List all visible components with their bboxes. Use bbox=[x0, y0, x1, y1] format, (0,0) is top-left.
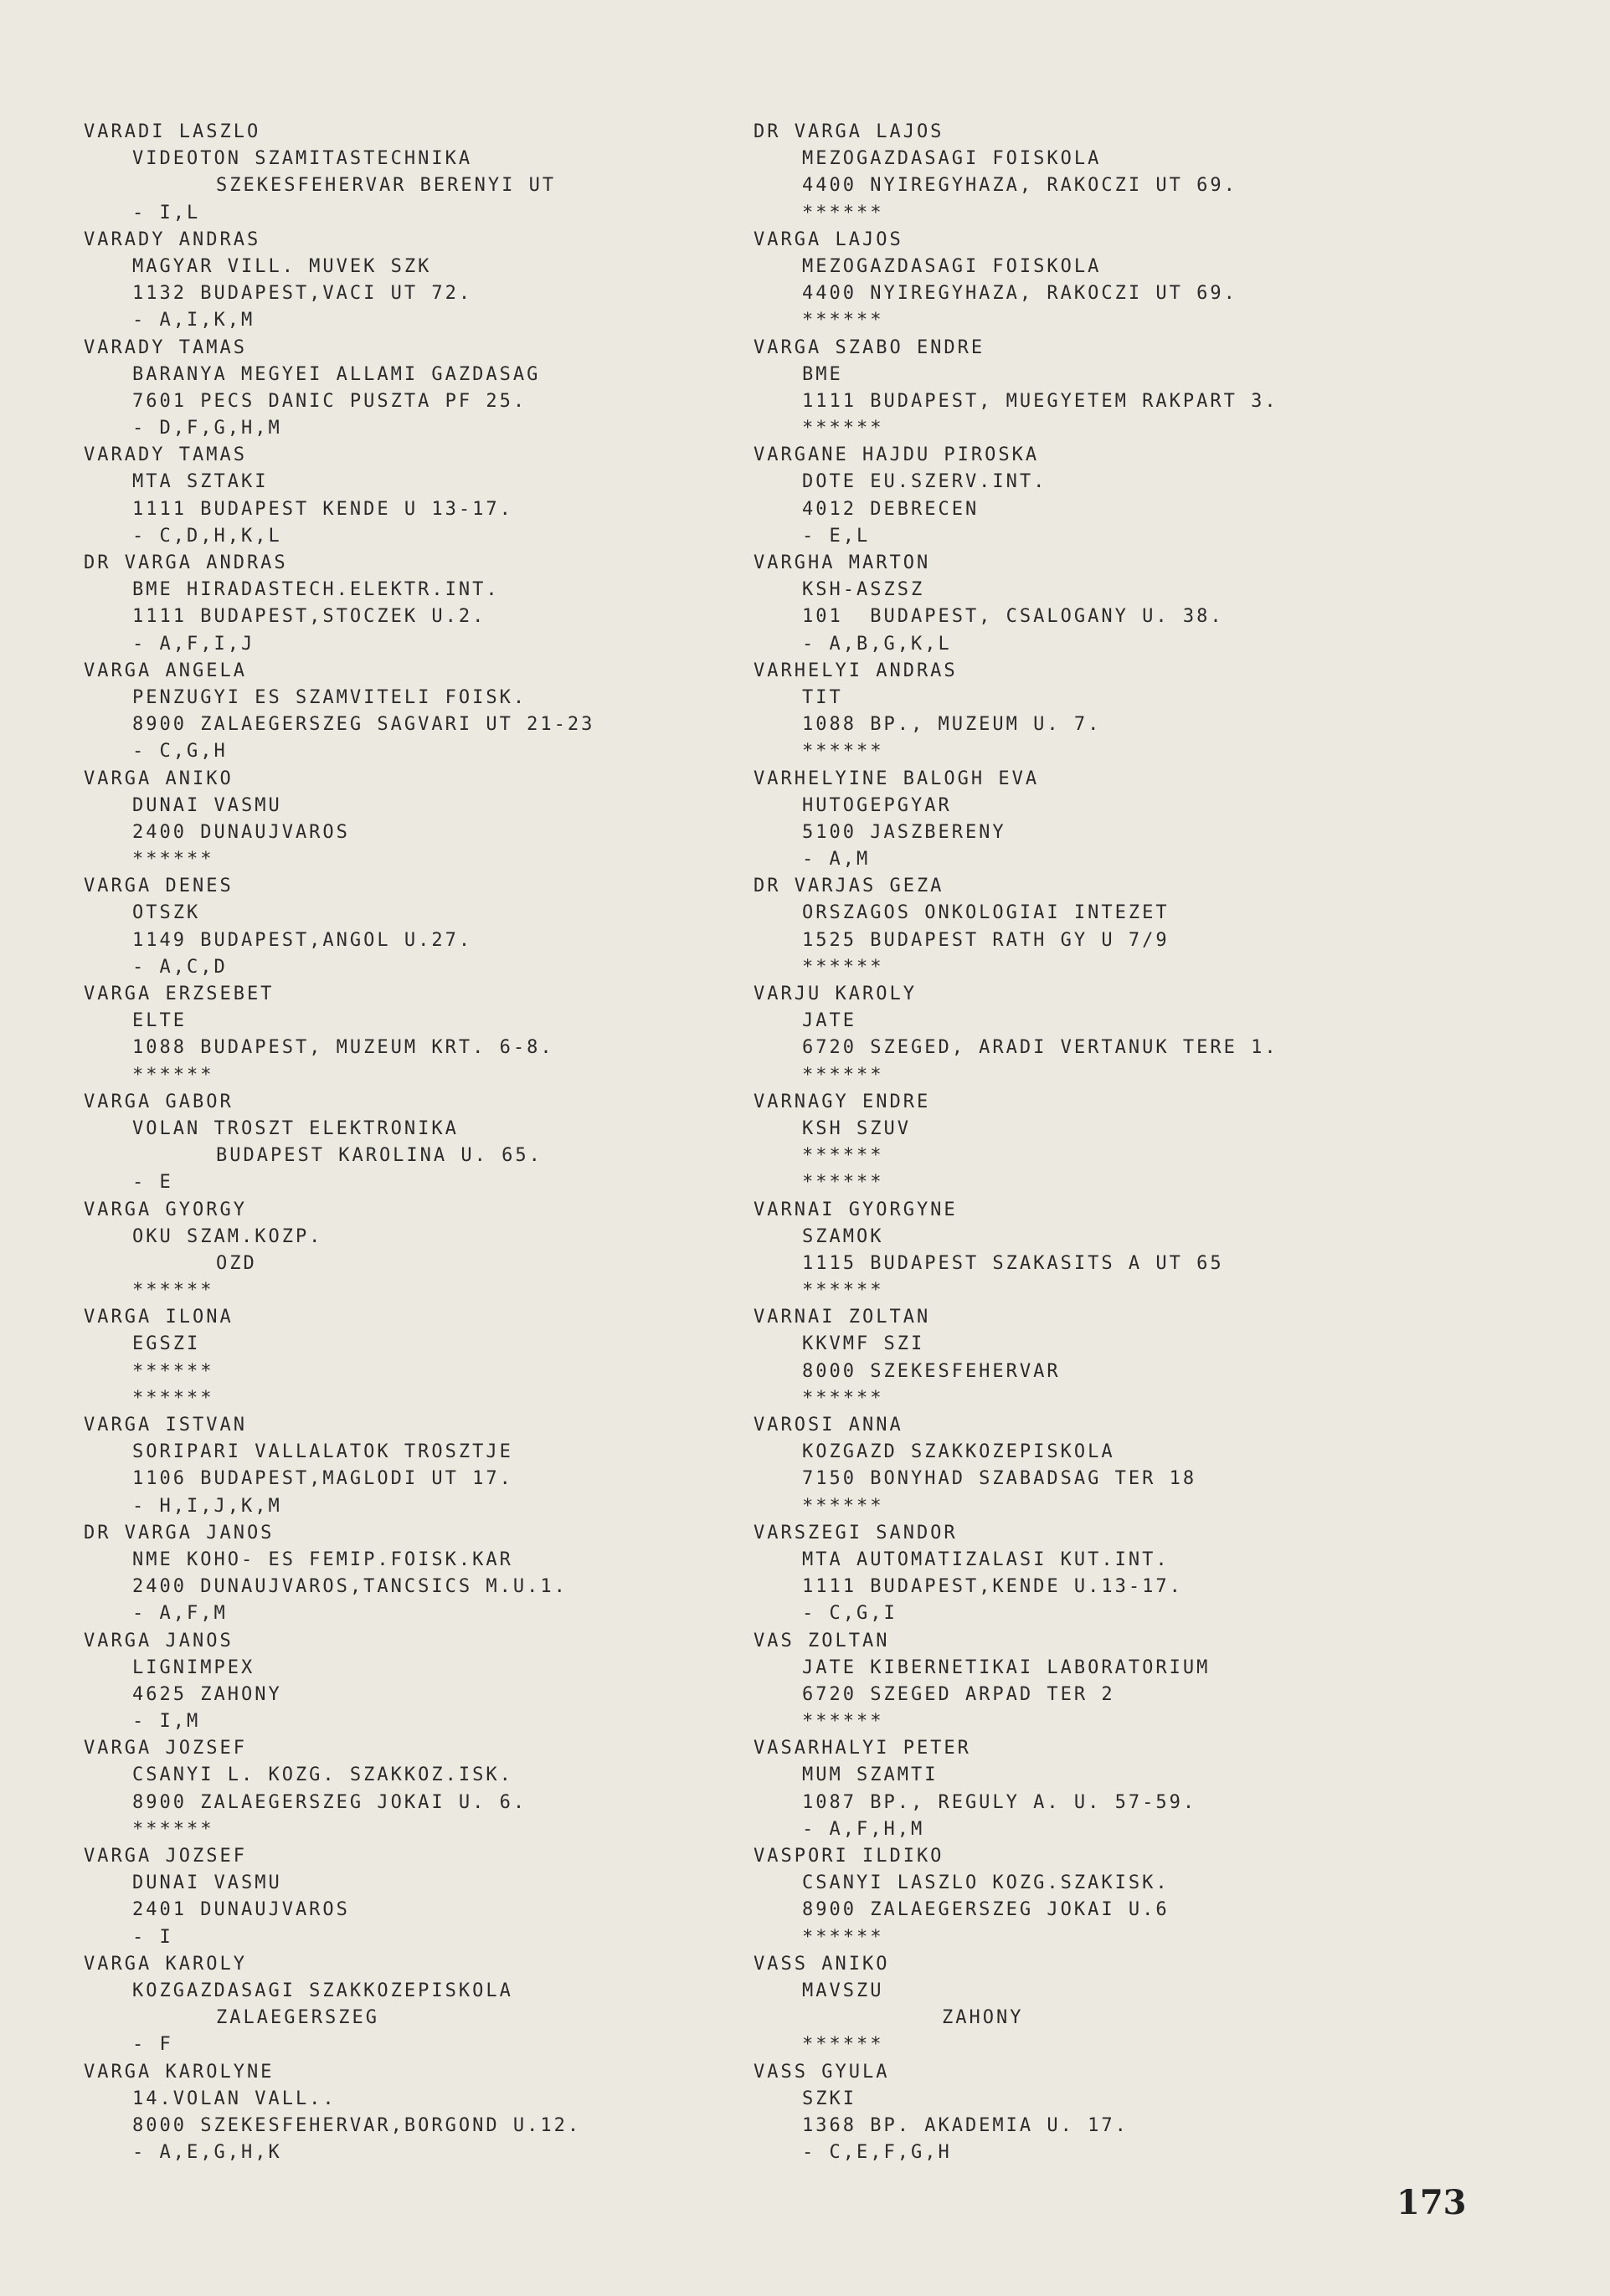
directory-line: DR VARGA JANOS bbox=[84, 1522, 275, 1544]
directory-line: 1087 BP., REGULY A. U. 57-59. bbox=[802, 1791, 1197, 1813]
directory-line: 1115 BUDAPEST SZAKASITS A UT 65 bbox=[802, 1252, 1224, 1274]
directory-line: 4400 NYIREGYHAZA, RAKOCZI UT 69. bbox=[802, 175, 1237, 197]
directory-line: VARJU KAROLY bbox=[754, 984, 917, 1004]
directory-line: DR VARGA LAJOS bbox=[754, 121, 944, 142]
directory-line: 1106 BUDAPEST,MAGLODI UT 17. bbox=[132, 1468, 513, 1490]
directory-line: ****** bbox=[802, 1926, 884, 1948]
directory-line: VARGA JOZSEF bbox=[84, 1846, 247, 1867]
directory-line: LIGNIMPEX bbox=[132, 1657, 255, 1678]
directory-line: 7601 PECS DANIC PUSZTA PF 25. bbox=[132, 390, 527, 412]
directory-line: - I,M bbox=[132, 1711, 201, 1733]
directory-line: VARGA KAROLYNE bbox=[84, 2061, 275, 2083]
directory-line: ****** bbox=[802, 1064, 884, 1086]
directory-line: EGSZI bbox=[132, 1333, 201, 1355]
directory-line: ****** bbox=[802, 741, 884, 763]
directory-line: VOLAN TROSZT ELEKTRONIKA bbox=[132, 1117, 459, 1139]
directory-line: VARGA ISTVAN bbox=[84, 1415, 247, 1436]
directory-line: 6720 SZEGED, ARADI VERTANUK TERE 1. bbox=[802, 1037, 1278, 1059]
directory-line: SZEKESFEHERVAR BERENYI UT bbox=[216, 175, 557, 197]
directory-line: ****** bbox=[802, 310, 884, 331]
directory-line: ****** bbox=[132, 1818, 214, 1840]
directory-line: BME HIRADASTECH.ELEKTR.INT. bbox=[132, 579, 500, 601]
directory-line: VARADY ANDRAS bbox=[84, 229, 261, 250]
directory-line: 4012 DEBRECEN bbox=[802, 498, 980, 520]
directory-line: 5100 JASZBERENY bbox=[802, 821, 1006, 843]
directory-line: - F bbox=[132, 2034, 173, 2056]
directory-line: BARANYA MEGYEI ALLAMI GAZDASAG bbox=[132, 363, 541, 385]
directory-line: - A,C,D bbox=[132, 956, 228, 978]
directory-line: ****** bbox=[132, 1387, 214, 1409]
directory-line: ****** bbox=[802, 1145, 884, 1167]
directory-line: VARGA JOZSEF bbox=[84, 1738, 247, 1759]
directory-line: 8900 ZALAEGERSZEG JOKAI U.6 bbox=[802, 1899, 1170, 1921]
directory-line: JATE KIBERNETIKAI LABORATORIUM bbox=[802, 1657, 1211, 1678]
directory-line: VARGA KAROLY bbox=[84, 1953, 247, 1975]
directory-line: - H,I,J,K,M bbox=[132, 1495, 282, 1517]
directory-line: 4625 ZAHONY bbox=[132, 1683, 282, 1705]
directory-line: - A,M bbox=[802, 849, 871, 871]
directory-line: SZKI bbox=[802, 2088, 856, 2109]
directory-line: 6720 SZEGED ARPAD TER 2 bbox=[802, 1683, 1115, 1705]
directory-line: VARGA ANIKO bbox=[84, 768, 234, 789]
directory-line: 2401 DUNAUJVAROS bbox=[132, 1899, 350, 1921]
directory-line: ZALAEGERSZEG bbox=[216, 2007, 379, 2029]
directory-line: 4400 NYIREGYHAZA, RAKOCZI UT 69. bbox=[802, 283, 1237, 305]
directory-line: ****** bbox=[802, 2034, 884, 2056]
directory-line: ****** bbox=[132, 1360, 214, 1382]
directory-line: ORSZAGOS ONKOLOGIAI INTEZET bbox=[802, 902, 1170, 924]
directory-line: 1111 BUDAPEST KENDE U 13-17. bbox=[132, 498, 513, 520]
directory-line: VIDEOTON SZAMITASTECHNIKA bbox=[132, 148, 473, 170]
directory-line: VARSZEGI SANDOR bbox=[754, 1522, 958, 1544]
directory-line: VARGA JANOS bbox=[84, 1630, 234, 1651]
directory-line: VARADI LASZLO bbox=[84, 121, 261, 142]
directory-line: VARGA DENES bbox=[84, 876, 234, 897]
directory-line: - E,L bbox=[802, 525, 871, 547]
directory-line: ****** bbox=[802, 1280, 884, 1302]
directory-line: 8900 ZALAEGERSZEG SAGVARI UT 21-23 bbox=[132, 714, 595, 736]
directory-line: DR VARGA ANDRAS bbox=[84, 552, 288, 573]
directory-line: MTA SZTAKI bbox=[132, 471, 269, 493]
directory-line: ****** bbox=[802, 956, 884, 978]
directory-line: 2400 DUNAUJVAROS,TANCSICS M.U.1. bbox=[132, 1576, 568, 1598]
left-column bbox=[84, 119, 594, 2166]
directory-line: ****** bbox=[132, 1280, 214, 1302]
directory-line: - D,F,G,H,M bbox=[132, 418, 282, 439]
directory-line: VARADY TAMAS bbox=[84, 336, 247, 358]
directory-line: VARNAI ZOLTAN bbox=[754, 1307, 931, 1328]
directory-line: OKU SZAM.KOZP. bbox=[132, 1225, 323, 1247]
directory-line: - C,G,H bbox=[132, 741, 228, 763]
directory-line: 1368 BP. AKADEMIA U. 17. bbox=[802, 2114, 1129, 2136]
directory-line: NME KOHO- ES FEMIP.FOISK.KAR bbox=[132, 1549, 513, 1570]
right-column bbox=[754, 119, 1278, 2166]
page-number: 173 bbox=[1397, 2183, 1467, 2222]
directory-line: VARGA ILONA bbox=[84, 1307, 234, 1328]
directory-line: VARGA GYORGY bbox=[84, 1199, 247, 1220]
directory-line: MAGYAR VILL. MUVEK SZK bbox=[132, 255, 432, 277]
directory-line: MEZOGAZDASAGI FOISKOLA bbox=[802, 255, 1102, 277]
directory-line: VASARHALYI PETER bbox=[754, 1738, 971, 1759]
directory-line: ****** bbox=[802, 1172, 884, 1194]
directory-line: VARGHA MARTON bbox=[754, 552, 931, 573]
directory-line: CSANYI LASZLO KOZG.SZAKISK. bbox=[802, 1872, 1170, 1894]
directory-line: DUNAI VASMU bbox=[132, 1872, 282, 1894]
directory-line: - I bbox=[132, 1926, 173, 1948]
directory-line: MEZOGAZDASAGI FOISKOLA bbox=[802, 148, 1102, 170]
directory-line: ****** bbox=[802, 418, 884, 439]
directory-line: - A,F,H,M bbox=[802, 1818, 925, 1840]
directory-line: VARGA GABOR bbox=[84, 1091, 234, 1112]
directory-line: VARGA SZABO ENDRE bbox=[754, 336, 985, 358]
directory-line: MAVSZU bbox=[802, 1980, 884, 2001]
directory-line: - C,E,F,G,H bbox=[802, 2142, 952, 2164]
directory-line: - A,E,G,H,K bbox=[132, 2142, 282, 2164]
directory-line: - A,I,K,M bbox=[132, 310, 255, 331]
directory-line: VASS ANIKO bbox=[754, 1953, 890, 1975]
directory-line: VAROSI ANNA bbox=[754, 1415, 903, 1436]
directory-line: 7150 BONYHAD SZABADSAG TER 18 bbox=[802, 1468, 1197, 1490]
directory-line: DR VARJAS GEZA bbox=[754, 876, 944, 897]
directory-line: VARGA ERZSEBET bbox=[84, 984, 275, 1004]
directory-line: 101 BUDAPEST, CSALOGANY U. 38. bbox=[802, 606, 1224, 628]
directory-line: - A,F,I,J bbox=[132, 633, 255, 655]
directory-line: VARGA ANGELA bbox=[84, 660, 247, 681]
directory-line: CSANYI L. KOZG. SZAKKOZ.ISK. bbox=[132, 1764, 513, 1786]
directory-line: 1111 BUDAPEST, MUEGYETEM RAKPART 3. bbox=[802, 390, 1278, 412]
directory-line: VASS GYULA bbox=[754, 2061, 890, 2083]
directory-line: 1111 BUDAPEST,STOCZEK U.2. bbox=[132, 606, 486, 628]
directory-line: KSH-ASZSZ bbox=[802, 579, 925, 601]
directory-line: ****** bbox=[802, 1495, 884, 1517]
directory-line: VARADY TAMAS bbox=[84, 444, 247, 466]
directory-line: VARNAGY ENDRE bbox=[754, 1091, 931, 1112]
directory-line: VARHELYI ANDRAS bbox=[754, 660, 958, 681]
directory-line: 8000 SZEKESFEHERVAR,BORGOND U.12. bbox=[132, 2114, 582, 2136]
directory-line: JATE bbox=[802, 1010, 856, 1032]
directory-line: 14.VOLAN VALL.. bbox=[132, 2088, 337, 2109]
directory-line: ****** bbox=[132, 849, 214, 871]
directory-line: 1132 BUDAPEST,VACI UT 72. bbox=[132, 283, 473, 305]
directory-line: HUTOGEPGYAR bbox=[802, 794, 952, 816]
directory-line: VARGANE HAJDU PIROSKA bbox=[754, 444, 1040, 466]
directory-line: - A,B,G,K,L bbox=[802, 633, 952, 655]
directory-line: BUDAPEST KAROLINA U. 65. bbox=[216, 1145, 543, 1167]
directory-line: 1149 BUDAPEST,ANGOL U.27. bbox=[132, 929, 473, 951]
directory-line: KKVMF SZI bbox=[802, 1333, 925, 1355]
directory-line: ****** bbox=[132, 1064, 214, 1086]
directory-line: 1111 BUDAPEST,KENDE U.13-17. bbox=[802, 1576, 1183, 1598]
directory-line: - C,G,I bbox=[802, 1603, 898, 1625]
directory-line: VARHELYINE BALOGH EVA bbox=[754, 768, 1040, 789]
directory-line: VASPORI ILDIKO bbox=[754, 1846, 944, 1867]
directory-line: ****** bbox=[802, 1711, 884, 1733]
directory-line: VARGA LAJOS bbox=[754, 229, 903, 250]
directory-line: KOZGAZDASAGI SZAKKOZEPISKOLA bbox=[132, 1980, 513, 2001]
directory-line: MTA AUTOMATIZALASI KUT.INT. bbox=[802, 1549, 1170, 1570]
directory-line: OTSZK bbox=[132, 902, 201, 924]
directory-line: PENZUGYI ES SZAMVITELI FOISK. bbox=[132, 686, 527, 708]
directory-line: DUNAI VASMU bbox=[132, 794, 282, 816]
directory-line: 2400 DUNAUJVAROS bbox=[132, 821, 350, 843]
directory-line: TIT bbox=[802, 686, 843, 708]
directory-line: 1088 BP., MUZEUM U. 7. bbox=[802, 714, 1102, 736]
directory-line: 8000 SZEKESFEHERVAR bbox=[802, 1360, 1061, 1382]
directory-line: VAS ZOLTAN bbox=[754, 1630, 890, 1651]
directory-line: SZAMOK bbox=[802, 1225, 884, 1247]
directory-line: MUM SZAMTI bbox=[802, 1764, 939, 1786]
directory-line: KOZGAZD SZAKKOZEPISKOLA bbox=[802, 1441, 1115, 1463]
directory-line: SORIPARI VALLALATOK TROSZTJE bbox=[132, 1441, 513, 1463]
directory-line: - C,D,H,K,L bbox=[132, 525, 282, 547]
directory-line: 1088 BUDAPEST, MUZEUM KRT. 6-8. bbox=[132, 1037, 554, 1059]
directory-line: - E bbox=[132, 1172, 173, 1194]
directory-line: ELTE bbox=[132, 1010, 187, 1032]
directory-line: KSH SZUV bbox=[802, 1117, 911, 1139]
directory-line: ****** bbox=[802, 1387, 884, 1409]
directory-line: ****** bbox=[802, 202, 884, 223]
directory-line: 8900 ZALAEGERSZEG JOKAI U. 6. bbox=[132, 1791, 527, 1813]
directory-line: OZD bbox=[216, 1252, 257, 1274]
directory-line: - I,L bbox=[132, 202, 201, 223]
directory-line: VARNAI GYORGYNE bbox=[754, 1199, 958, 1220]
directory-line: 1525 BUDAPEST RATH GY U 7/9 bbox=[802, 929, 1170, 951]
directory-line: DOTE EU.SZERV.INT. bbox=[802, 471, 1047, 493]
directory-line: - A,F,M bbox=[132, 1603, 228, 1625]
directory-line: BME bbox=[802, 363, 843, 385]
directory-line: ZAHONY bbox=[942, 2007, 1024, 2029]
